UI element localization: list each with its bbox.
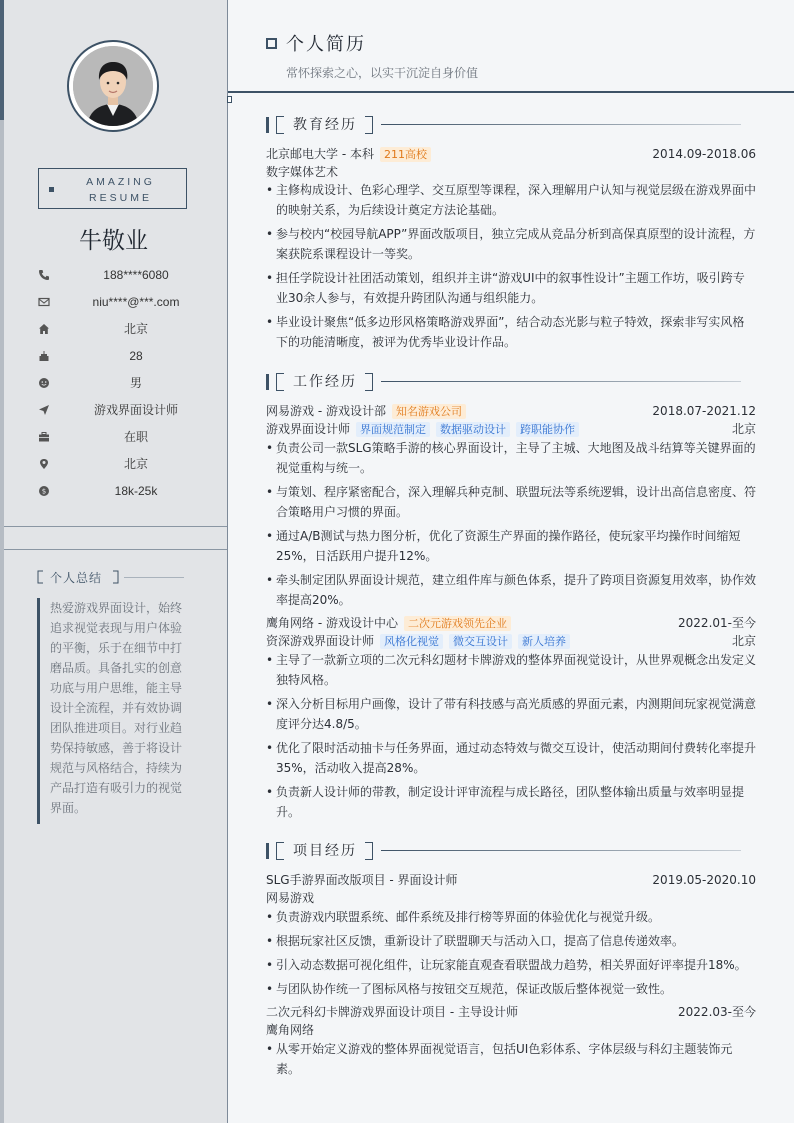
info-age: [38, 347, 210, 367]
info-gender: [38, 374, 210, 394]
summary-heading: [37, 569, 217, 585]
project-org: 鹰角网络: [266, 1023, 315, 1037]
email-address: niu****@***.com: [92, 295, 180, 309]
job-role: 资深游戏界面设计师: [266, 634, 375, 648]
header-rule-marker: [227, 96, 232, 103]
list-item: • 优化了限时活动抽卡与任务界面，通过动态特效与微交互设计，使活动期间付费转化率提升35%，活动收入提高28%。: [266, 738, 756, 778]
sidebar-divider-top: [4, 526, 227, 527]
badge-text: AMAZING RESUME: [86, 176, 155, 204]
page-subtitle: 常怀探索之心，以实干沉淀自身价值: [286, 66, 479, 80]
summary-title: 个人总结: [50, 571, 103, 585]
job-company: 网易游戏 - 游戏设计部: [266, 404, 386, 418]
gender: 男: [129, 376, 142, 390]
info-phone: [38, 266, 210, 286]
list-item: • 参与校内“校园导航APP”界面改版项目，独立完成从竞品分析到高保真原型的设计流程，方案获院系课程设计一等奖。: [266, 224, 756, 264]
sidebar-stripe-accent: [0, 0, 4, 120]
bracket-open: [276, 842, 284, 860]
bracket-open: [276, 373, 284, 391]
list-item: • 负责游戏内联盟系统、邮件系统及排行榜等界面的体验优化与视觉升级。: [266, 907, 756, 927]
list-item: • 深入分析目标用户画像，设计了带有科技感与高光质感的界面元素，内测期间玩家视觉满意度评分达4.8/5。: [266, 694, 756, 734]
projects-title: 项目经历: [293, 843, 357, 859]
skill-tag: 新人培养: [518, 634, 570, 649]
summary-text: 热爱游戏界面设计，始终追求视觉表现与用户体验的平衡，乐于在细节中打磨品质。具备扎实的创意功底与用户思维，能主导设计全流程，并有效协调团队推进项目。对行业趋势保持敏感，善于将设计规范与风格结合，持续为产品打造有吸引力的视觉界面。: [50, 601, 183, 815]
bracket-open: [276, 116, 284, 134]
company-tag: 知名游戏公司: [392, 404, 466, 419]
header-rule: [228, 91, 794, 93]
info-email: [38, 293, 210, 313]
project-1-org-line: [266, 890, 756, 906]
list-item: • 从零开始定义游戏的整体界面视觉语言，包括UI色彩体系、字体层级与科幻主题装饰元素。: [266, 1039, 756, 1079]
skill-tag: 界面规范制定: [356, 422, 430, 437]
list-item: • 担任学院设计社团活动策划，组织并主讲“游戏UI中的叙事性设计”主题工作坊，吸引跨专业30余人参与，有效提升跨团队沟通与组织能力。: [266, 268, 756, 308]
candidate-name: 牛敬业: [79, 228, 148, 254]
job-date: 2022.01-至今: [678, 616, 756, 630]
summary-accent-bar: [37, 598, 40, 824]
send-icon: [38, 404, 50, 416]
mail-icon: [38, 296, 50, 308]
education-heading: [266, 116, 746, 136]
list-item: • 通过A/B测试与热力图分析，优化了资源生产界面的操作路径，使玩家平均操作时间缩短25%，日活跃用户提升12%。: [266, 526, 756, 566]
project-name: SLG手游界面改版项目 - 界面设计师: [266, 873, 458, 887]
project-date: 2022.03-至今: [678, 1005, 756, 1019]
sidebar-divider-bottom: [4, 549, 227, 550]
sidebar-stripe: [0, 0, 4, 1123]
education-school-line: [266, 146, 756, 162]
smile-icon: [38, 377, 50, 389]
list-item: • 牵头制定团队界面设计规范，建立组件库与颜色体系，提升了跨项目资源复用效率，协作效率提高20%。: [266, 570, 756, 610]
residence: 北京: [123, 322, 148, 336]
education-date: 2014.09-2018.06: [652, 147, 756, 161]
list-item: • 负责新人设计师的带教，制定设计评审流程与成长路径，团队整体输出质量与效率明显提升。: [266, 782, 756, 822]
preferred-location: 北京: [123, 457, 148, 471]
home-icon: [38, 323, 50, 335]
work-heading: [266, 373, 746, 393]
project-1-title-line: [266, 872, 756, 888]
bracket-close: [365, 116, 373, 134]
badge-dot: [49, 187, 54, 192]
list-item: • 与策划、程序紧密配合，深入理解兵种克制、联盟玩法等系统逻辑，设计出高信息密度、符合策略用户习惯的界面。: [266, 482, 756, 522]
section-rule: [381, 850, 741, 851]
info-status: [38, 428, 210, 448]
svg-text:$: $: [41, 487, 47, 496]
sidebar: [0, 0, 228, 1123]
cake-icon: [38, 350, 50, 362]
list-item: • 与团队协作统一了图标风格与按钮交互规范，保证改版后整体视觉一致性。: [266, 979, 756, 999]
skill-tag: 微交互设计: [449, 634, 512, 649]
job-1-role-line: [266, 421, 756, 437]
bracket-close: [365, 373, 373, 391]
list-item: • 毕业设计聚焦“低多边形风格策略游戏界面”，结合动态光影与粒子特效，探索非写实风格下的功能清晰度，被评为优秀毕业设计作品。: [266, 312, 756, 352]
skill-tag: 跨职能协作: [516, 422, 579, 437]
resume-badge: [38, 168, 187, 209]
phone-icon: [38, 269, 50, 281]
summary-rule: [124, 577, 184, 578]
list-item: • 根据玩家社区反馈，重新设计了联盟聊天与活动入口，提高了信息传递效率。: [266, 931, 756, 951]
project-date: 2019.05-2020.10: [652, 873, 756, 887]
bracket-close: [365, 842, 373, 860]
money-icon: [38, 485, 50, 497]
education-title: 教育经历: [293, 117, 357, 133]
page-title: 个人简历: [286, 34, 366, 55]
work-title: 工作经历: [293, 374, 357, 390]
skill-tag: 数据驱动设计: [436, 422, 510, 437]
info-salary: [38, 482, 210, 502]
project-name: 二次元科幻卡牌游戏界面设计项目 - 主导设计师: [266, 1005, 518, 1019]
info-location: [38, 455, 210, 475]
section-rule: [381, 124, 741, 125]
job-role: 游戏界面设计师: [266, 422, 351, 436]
list-item: • 负责公司一款SLG策略手游的核心界面设计，主导了主城、大地图及战斗结算等关键界面的视觉重构与统一。: [266, 438, 756, 478]
age: 28: [129, 349, 143, 363]
employment-status: 在职: [123, 430, 148, 444]
job-date: 2018.07-2021.12: [652, 404, 756, 418]
skill-tag: 风格化视觉: [380, 634, 443, 649]
phone-number: 188****6080: [103, 268, 169, 282]
job-company: 鹰角网络 - 游戏设计中心: [266, 616, 398, 630]
projects-heading: [266, 842, 746, 862]
section-accent-bar: [266, 117, 269, 133]
expected-salary: 18k-25k: [114, 484, 158, 498]
section-accent-bar: [266, 374, 269, 390]
education-major-line: [266, 164, 756, 180]
section-accent-bar: [266, 843, 269, 859]
list-item: • 主修构成设计、色彩心理学、交互原型等课程，深入理解用户认知与视觉层级在游戏界面中的映射关系，为后续设计奠定方法论基础。: [266, 180, 756, 220]
school-tag: 211高校: [380, 147, 431, 162]
project-2-org-line: [266, 1022, 756, 1038]
project-org: 网易游戏: [266, 891, 315, 905]
company-tag: 二次元游戏领先企业: [404, 616, 511, 631]
info-residence: [38, 320, 210, 340]
location-icon: [38, 458, 50, 470]
avatar-photo: [73, 46, 153, 126]
info-position: [38, 401, 210, 421]
job-2-company-line: [266, 615, 756, 631]
project-2-title-line: [266, 1004, 756, 1020]
target-position: 游戏界面设计师: [93, 403, 178, 417]
title-square-icon: [266, 38, 277, 49]
list-item: • 主导了一款新立项的二次元科幻题材卡牌游戏的整体界面视觉设计，从世界观概念出发定义独特风格。: [266, 650, 756, 690]
section-rule: [381, 381, 741, 382]
job-city: 北京: [731, 634, 756, 648]
avatar-frame: [67, 40, 159, 132]
school-name: 北京邮电大学 - 本科: [266, 147, 374, 161]
job-1-company-line: [266, 403, 756, 419]
job-city: 北京: [731, 422, 756, 436]
avatar: [73, 46, 153, 126]
major: 数字媒体艺术: [266, 165, 339, 179]
briefcase-icon: [38, 431, 50, 443]
list-item: • 引入动态数据可视化组件，让玩家能直观查看联盟战力趋势，相关界面好评率提升18%。: [266, 955, 756, 975]
main-content: [228, 0, 794, 1123]
job-2-role-line: [266, 633, 756, 649]
